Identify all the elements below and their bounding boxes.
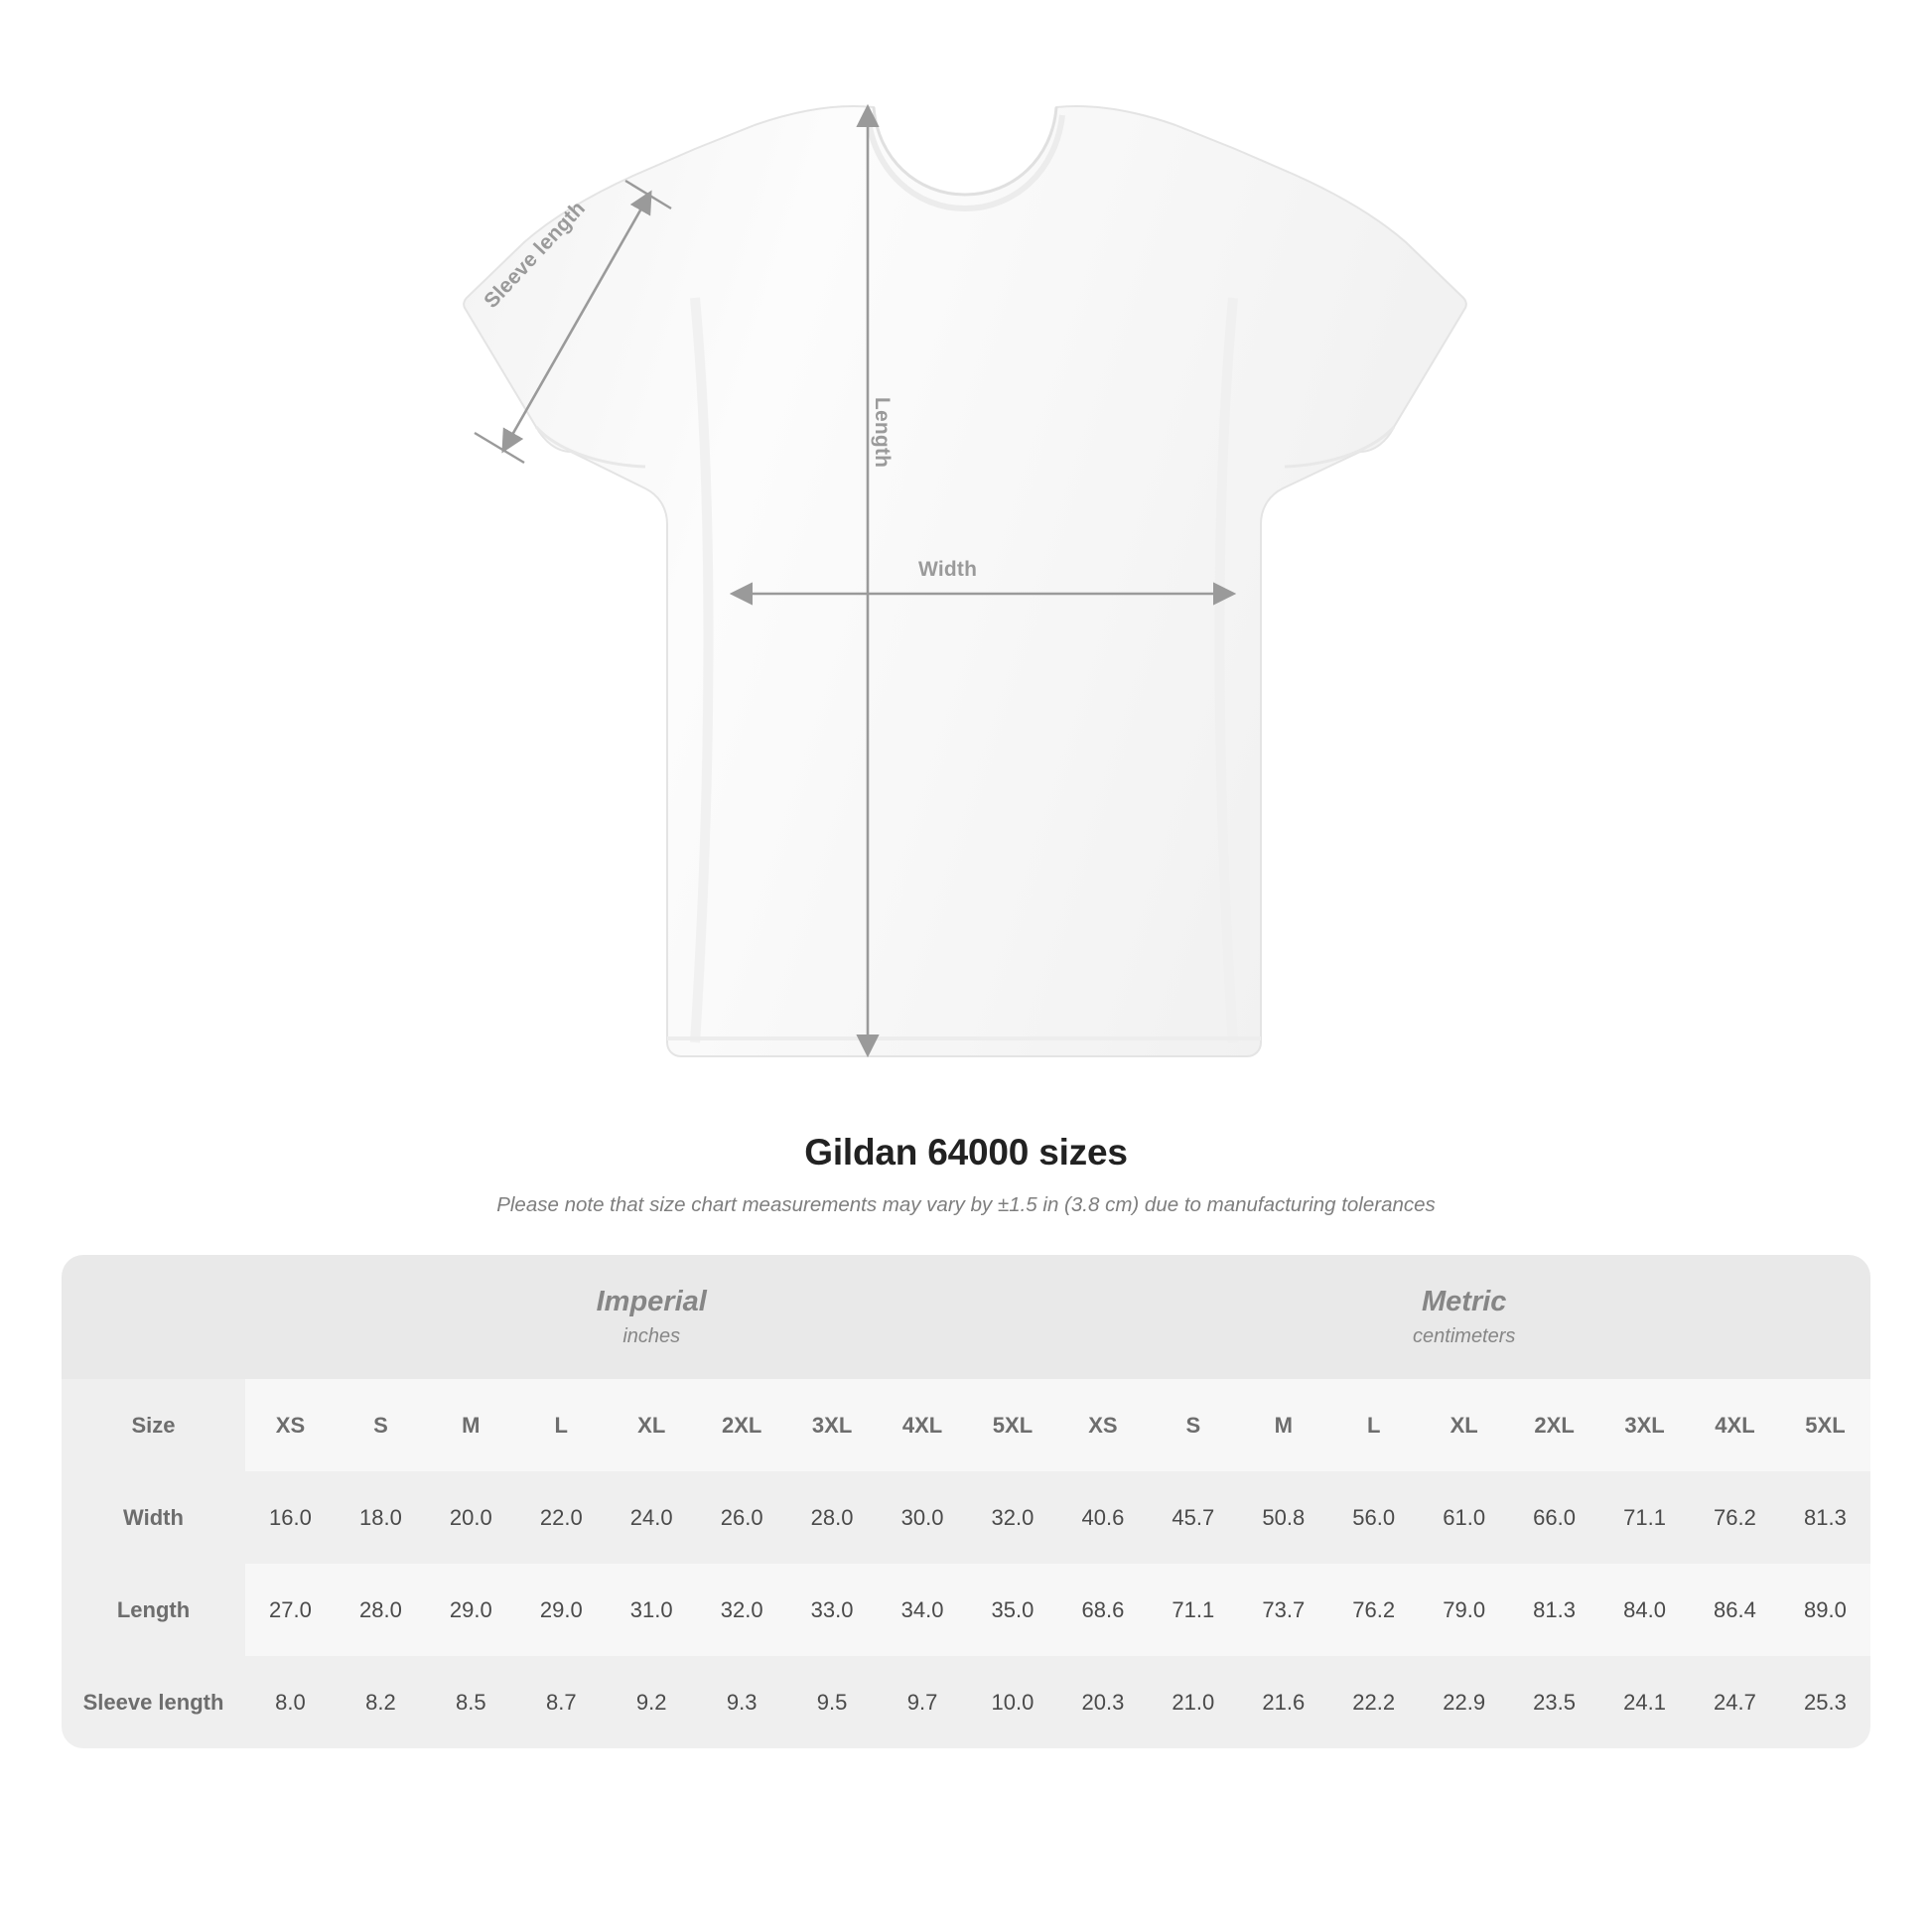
- table-cell: 76.2: [1328, 1564, 1419, 1656]
- length-dimension-label: Length: [871, 397, 894, 469]
- table-cell: 23.5: [1509, 1656, 1599, 1748]
- table-cell: 26.0: [697, 1471, 787, 1564]
- table-cell: 89.0: [1780, 1564, 1870, 1656]
- size-header-cell: XS: [245, 1379, 336, 1471]
- table-cell: 86.4: [1690, 1564, 1780, 1656]
- table-cell: 24.0: [607, 1471, 697, 1564]
- size-header-cell: XL: [607, 1379, 697, 1471]
- unit-group-metric-name: Metric: [1422, 1286, 1507, 1318]
- table-cell: 71.1: [1599, 1471, 1690, 1564]
- size-header-cell: 5XL: [968, 1379, 1058, 1471]
- size-header-cell: M: [426, 1379, 516, 1471]
- table-cell: 34.0: [878, 1564, 968, 1656]
- unit-group-metric: [1057, 1255, 1870, 1379]
- table-cell: 18.0: [336, 1471, 426, 1564]
- table-cell: 79.0: [1419, 1564, 1509, 1656]
- size-header-cell: S: [336, 1379, 426, 1471]
- unit-group-row: [62, 1255, 1870, 1379]
- size-header-cell: 2XL: [1509, 1379, 1599, 1471]
- table-cell: 28.0: [336, 1564, 426, 1656]
- table-cell: 8.7: [516, 1656, 607, 1748]
- size-header-cell: 3XL: [787, 1379, 878, 1471]
- unit-group-imperial-sub: inches: [622, 1324, 681, 1347]
- size-header-row: [62, 1379, 1870, 1471]
- width-dimension-label: Width: [918, 558, 978, 581]
- table-cell: 28.0: [787, 1471, 878, 1564]
- page-title: Gildan 64000 sizes: [804, 1132, 1128, 1173]
- table-cell: 68.6: [1057, 1564, 1148, 1656]
- table-cell: 35.0: [968, 1564, 1058, 1656]
- size-header-cell: S: [1148, 1379, 1238, 1471]
- unit-group-imperial: [245, 1255, 1057, 1379]
- table-cell: 9.2: [607, 1656, 697, 1748]
- table-cell: 24.7: [1690, 1656, 1780, 1748]
- table-cell: 81.3: [1509, 1564, 1599, 1656]
- table-cell: 73.7: [1238, 1564, 1328, 1656]
- table-row: [62, 1656, 1870, 1748]
- table-cell: 31.0: [607, 1564, 697, 1656]
- table-cell: 9.7: [878, 1656, 968, 1748]
- size-table-container: [62, 1255, 1870, 1748]
- table-cell: 20.0: [426, 1471, 516, 1564]
- row-label-sleeve-length: Sleeve length: [62, 1656, 245, 1748]
- tolerance-note: Please note that size chart measurements may vary by ±1.5 in (3.8 cm) due to manufacturing tolerances: [496, 1193, 1436, 1216]
- table-cell: 50.8: [1238, 1471, 1328, 1564]
- table-cell: 9.5: [787, 1656, 878, 1748]
- table-cell: 9.3: [697, 1656, 787, 1748]
- table-cell: 8.0: [245, 1656, 336, 1748]
- unit-group-imperial-name: Imperial: [596, 1286, 707, 1318]
- size-header-cell: 3XL: [1599, 1379, 1690, 1471]
- row-label-width: Width: [62, 1471, 245, 1564]
- table-corner-blank: [62, 1255, 245, 1379]
- table-cell: 30.0: [878, 1471, 968, 1564]
- sleeve-length-dimension-label: Sleeve length: [480, 197, 591, 313]
- table-cell: 21.6: [1238, 1656, 1328, 1748]
- table-row: [62, 1564, 1870, 1656]
- size-header-cell: 5XL: [1780, 1379, 1870, 1471]
- table-cell: 29.0: [426, 1564, 516, 1656]
- size-header-cell: M: [1238, 1379, 1328, 1471]
- table-cell: 71.1: [1148, 1564, 1238, 1656]
- size-header-cell: L: [1328, 1379, 1419, 1471]
- table-cell: 20.3: [1057, 1656, 1148, 1748]
- table-row: [62, 1471, 1870, 1564]
- size-header-label: Size: [62, 1379, 245, 1471]
- table-cell: 40.6: [1057, 1471, 1148, 1564]
- table-cell: 32.0: [697, 1564, 787, 1656]
- table-cell: 56.0: [1328, 1471, 1419, 1564]
- table-cell: 22.2: [1328, 1656, 1419, 1748]
- size-header-cell: 2XL: [697, 1379, 787, 1471]
- size-header-cell: 4XL: [1690, 1379, 1780, 1471]
- size-header-cell: XS: [1057, 1379, 1148, 1471]
- table-cell: 16.0: [245, 1471, 336, 1564]
- row-label-length: Length: [62, 1564, 245, 1656]
- table-cell: 8.5: [426, 1656, 516, 1748]
- table-cell: 66.0: [1509, 1471, 1599, 1564]
- size-header-cell: L: [516, 1379, 607, 1471]
- table-cell: 81.3: [1780, 1471, 1870, 1564]
- table-cell: 22.0: [516, 1471, 607, 1564]
- table-cell: 61.0: [1419, 1471, 1509, 1564]
- table-cell: 84.0: [1599, 1564, 1690, 1656]
- title-block: [0, 1132, 1932, 1217]
- table-cell: 10.0: [968, 1656, 1058, 1748]
- table-cell: 24.1: [1599, 1656, 1690, 1748]
- table-cell: 21.0: [1148, 1656, 1238, 1748]
- table-cell: 45.7: [1148, 1471, 1238, 1564]
- table-cell: 76.2: [1690, 1471, 1780, 1564]
- size-table: [62, 1255, 1870, 1748]
- table-cell: 8.2: [336, 1656, 426, 1748]
- unit-group-metric-sub: centimeters: [1413, 1324, 1516, 1347]
- size-header-cell: 4XL: [878, 1379, 968, 1471]
- table-cell: 32.0: [968, 1471, 1058, 1564]
- table-cell: 29.0: [516, 1564, 607, 1656]
- table-cell: 22.9: [1419, 1656, 1509, 1748]
- table-cell: 33.0: [787, 1564, 878, 1656]
- table-cell: 27.0: [245, 1564, 336, 1656]
- size-header-cell: XL: [1419, 1379, 1509, 1471]
- table-cell: 25.3: [1780, 1656, 1870, 1748]
